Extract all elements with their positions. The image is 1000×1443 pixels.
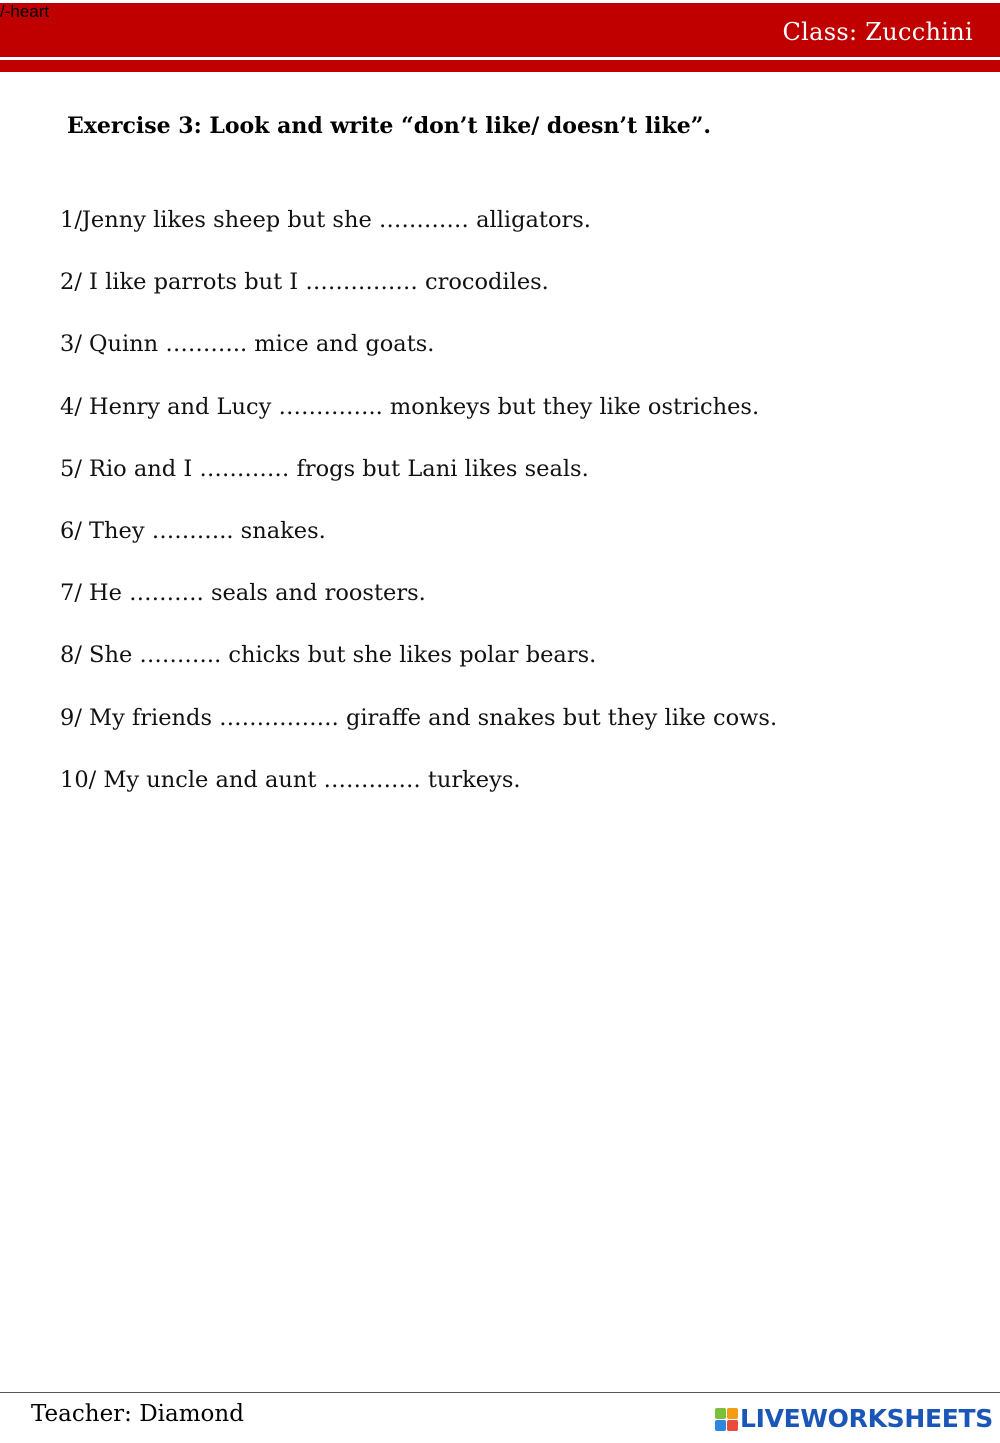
footer-rule	[0, 1392, 1000, 1393]
question-list	[60, 203, 777, 825]
liveworksheets-logo-icon	[715, 1408, 738, 1431]
corner-label: /-heart	[0, 2, 50, 21]
question-item: 5/ Rio and I ………… frogs but Lani likes seals.	[60, 455, 589, 482]
question-item: 10/ My uncle and aunt …………. turkeys.	[60, 766, 521, 793]
question-item: 8/ She ……….. chicks but she likes polar bears.	[60, 642, 597, 669]
question-item: 6/ They ……….. snakes.	[60, 517, 326, 544]
question-item: 1/Jenny likes sheep but she ………… alligators.	[60, 207, 591, 233]
exercise-title: Exercise 3: Look and write “don’t like/ doesn’t like”.	[67, 113, 712, 139]
logo-square-red	[727, 1420, 738, 1431]
class-label: Class: Zucchini	[782, 18, 973, 46]
brand-name: LIVEWORKSHEETS	[739, 1404, 993, 1433]
question-item: 3/ Quinn ……….. mice and goats.	[60, 331, 435, 358]
logo-square-orange	[727, 1408, 738, 1419]
brand-link[interactable]	[715, 1404, 993, 1434]
question-item: 7/ He ………. seals and roosters.	[60, 580, 426, 607]
logo-square-green	[715, 1408, 726, 1419]
logo-square-blue	[715, 1420, 726, 1431]
question-item: 9/ My friends ……………. giraffe and snakes but they like cows.	[60, 704, 778, 731]
header-rule	[0, 60, 1000, 72]
teacher-label: Teacher: Diamond	[31, 1401, 244, 1427]
question-item: 4/ Henry and Lucy ………….. monkeys but they like ostriches.	[60, 393, 760, 420]
question-item: 2/ I like parrots but I …………… crocodiles.	[60, 269, 549, 296]
